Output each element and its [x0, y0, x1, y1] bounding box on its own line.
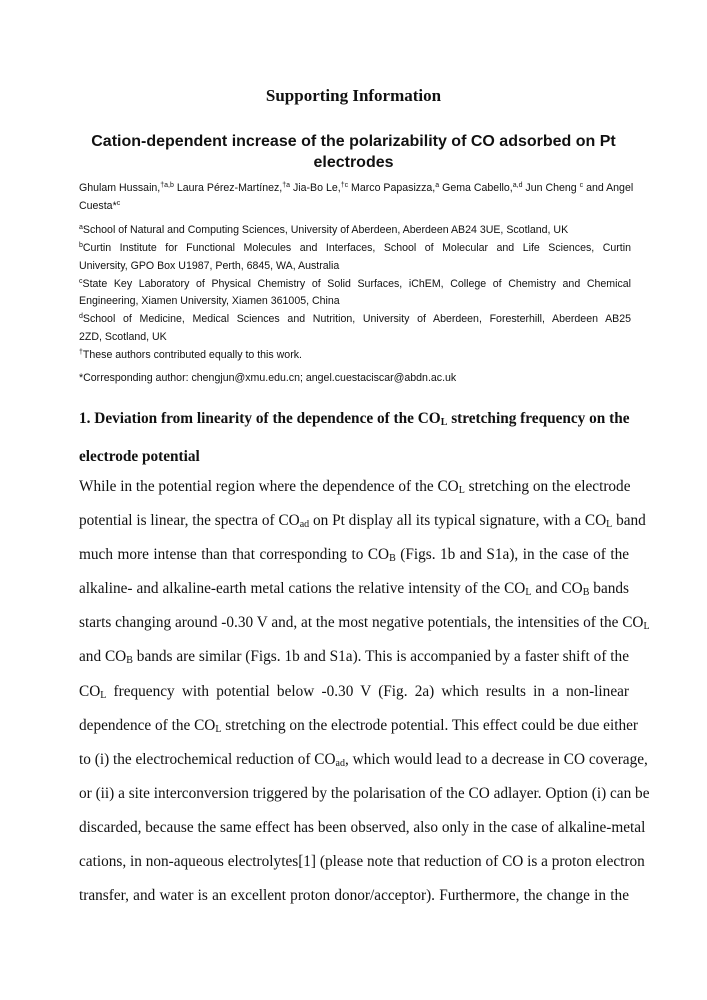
subscript: L: [643, 621, 650, 633]
author-name: Marco Papasizza,: [348, 182, 436, 194]
subscript: L: [458, 485, 465, 496]
text-run: bands: [589, 580, 629, 598]
text-run: frequency with potential below -0.30 V (Fig. 2a) which results in a non-linear: [106, 682, 629, 700]
text-run: While in the potential region where the dependence of the CO: [79, 478, 459, 495]
subscript: B: [126, 655, 133, 667]
document-title: Supporting Information: [265, 86, 442, 105]
text-run: on Pt display all its typical signature, with a CO: [309, 512, 607, 530]
affiliation-mark: b: [79, 242, 83, 249]
affiliations: [79, 222, 631, 364]
affiliation-text: School of Natural and Computing Sciences, University of Aberdeen, Aberdeen AB24 3UE, Scotland, UK: [82, 224, 569, 236]
text-run: transfer, and water is an excellent proton donor/acceptor). Furthermore, the change in the: [79, 887, 629, 905]
author-name: and Angel: [583, 182, 634, 194]
author-affiliation-mark: a,d: [512, 182, 523, 189]
subscript: L: [525, 587, 532, 599]
text-run: potential is linear, the spectra of CO: [79, 512, 300, 530]
text-line: [79, 606, 650, 640]
author-affiliation-mark: c: [116, 199, 121, 207]
body-paragraph: [79, 470, 650, 913]
text-run: starts changing around -0.30 V and, at the most negative potentials, the intensities of the CO: [79, 614, 644, 632]
text-line: [79, 709, 639, 743]
subscript: ad: [299, 519, 310, 531]
text-line: [79, 538, 629, 572]
text-run: cations, in non-aqueous electrolytes[1] (please note that reduction of CO is a proton electron: [79, 853, 645, 871]
text-run: CO: [79, 682, 101, 700]
text-run: electrode potential: [79, 448, 200, 465]
affiliation: [79, 240, 631, 275]
affiliation: [79, 276, 631, 311]
affiliation-line: [79, 240, 631, 258]
author-name: Ghulam Hussain,: [79, 182, 161, 194]
text-run: alkaline- and alkaline-earth metal cations the relative intensity of the CO: [79, 580, 526, 598]
affiliation-line: [79, 311, 631, 329]
author-name: Gema Cabello,: [439, 182, 513, 194]
text-line: [79, 470, 629, 504]
section-heading: [79, 400, 629, 476]
text-run: , which would lead to a decrease in CO coverage,: [345, 750, 648, 768]
text-line: [79, 879, 629, 913]
text-run: dependence of the CO: [79, 716, 216, 734]
affiliation-text: University, GPO Box U1987, Perth, 6845, WA, Australia: [79, 259, 340, 272]
paper-title-line: electrodes: [313, 154, 394, 171]
subscript: L: [215, 723, 222, 735]
text-line: [79, 743, 648, 777]
text-run: stretching on the electrode: [464, 478, 631, 495]
text-run: much more intense than that corresponding to CO: [79, 546, 390, 564]
text-line: [79, 675, 629, 709]
affiliation: [79, 347, 631, 365]
affiliation-mark: †: [79, 348, 83, 356]
author-name: Jia-Bo Le,: [290, 182, 341, 194]
author-line: [79, 180, 634, 198]
text-line: [79, 845, 645, 879]
text-run: discarded, because the same effect has been observed, also only in the case of alkaline-metal: [79, 818, 646, 836]
paper-title-line: Cation-dependent increase of the polarizability of CO adsorbed on Pt: [91, 133, 616, 150]
corresponding-author: *Corresponding author: chengjun@xmu.edu.cn; angel.cuestaciscar@abdn.ac.uk: [79, 372, 457, 384]
text-line: [79, 777, 650, 811]
author-line: [79, 198, 631, 216]
text-run: bands are similar (Figs. 1b and S1a). This is accompanied by a faster shift of the: [132, 648, 629, 666]
author-affiliation-mark: †c: [340, 182, 349, 189]
text-run: to (i) the electrochemical reduction of CO: [79, 750, 336, 768]
affiliation-mark: c: [79, 277, 83, 285]
affiliation-mark: a: [79, 224, 83, 231]
text-run: stretching on the electrode potential. This effect could be due either: [221, 716, 639, 734]
text-line: [79, 640, 629, 674]
subscript: ad: [335, 757, 345, 769]
affiliation-line: [79, 258, 631, 276]
text-run: 1. Deviation from linearity of the dependence of the CO: [79, 410, 441, 427]
author-affiliation-mark: †a,b: [160, 182, 174, 189]
author-name: Laura Pérez-Martínez,: [173, 182, 283, 194]
text-run: or (ii) a site interconversion triggered by the polarisation of the CO adlayer. Option (i) can be: [79, 784, 650, 802]
affiliation-text: 2ZD, Scotland, UK: [79, 330, 167, 343]
affiliation-text: These authors contributed equally to this work.: [82, 348, 302, 361]
affiliation-text: State Key Laboratory of Physical Chemistry of Solid Surfaces, iChEM, College of Chemistry and Chemical: [82, 277, 631, 290]
affiliation-line: [79, 329, 631, 347]
text-run: stretching frequency on the: [447, 410, 630, 427]
text-line: [79, 504, 646, 538]
author-name: Cuesta*: [79, 199, 117, 212]
subscript: B: [389, 553, 396, 565]
subscript: L: [606, 519, 613, 531]
affiliation-line: [79, 293, 631, 311]
text-run: and CO: [79, 648, 127, 666]
text-run: (Figs. 1b and S1a), in the case of the: [395, 546, 630, 564]
text-line: [79, 811, 646, 845]
affiliation-line: [79, 347, 631, 365]
affiliation-text: Engineering, Xiamen University, Xiamen 361005, China: [79, 295, 340, 307]
text-run: and CO: [531, 580, 583, 598]
subscript: L: [100, 689, 107, 701]
affiliation-line: [79, 276, 631, 294]
text-line: [79, 400, 629, 438]
author-affiliation-mark: c: [579, 182, 584, 189]
text-line: [79, 572, 629, 606]
subscript: L: [440, 417, 448, 428]
author-name: Jun Cheng: [522, 182, 580, 194]
author-affiliation-mark: a: [435, 182, 440, 189]
subscript: B: [582, 587, 590, 599]
affiliation: [79, 311, 631, 346]
affiliation-text: School of Medicine, Medical Sciences and Nutrition, University of Aberdeen, Foresterhill, Aberdeen AB25: [82, 313, 631, 325]
affiliation-mark: d: [79, 313, 83, 320]
author-list: [79, 180, 634, 215]
affiliation: [79, 222, 631, 240]
affiliation-text: Curtin Institute for Functional Molecules and Interfaces, School of Molecular and Life Sciences, Curtin: [82, 242, 631, 254]
affiliation-line: [79, 222, 631, 240]
author-affiliation-mark: †a: [282, 182, 291, 189]
paper-title: [90, 131, 617, 173]
text-run: band: [612, 512, 646, 530]
